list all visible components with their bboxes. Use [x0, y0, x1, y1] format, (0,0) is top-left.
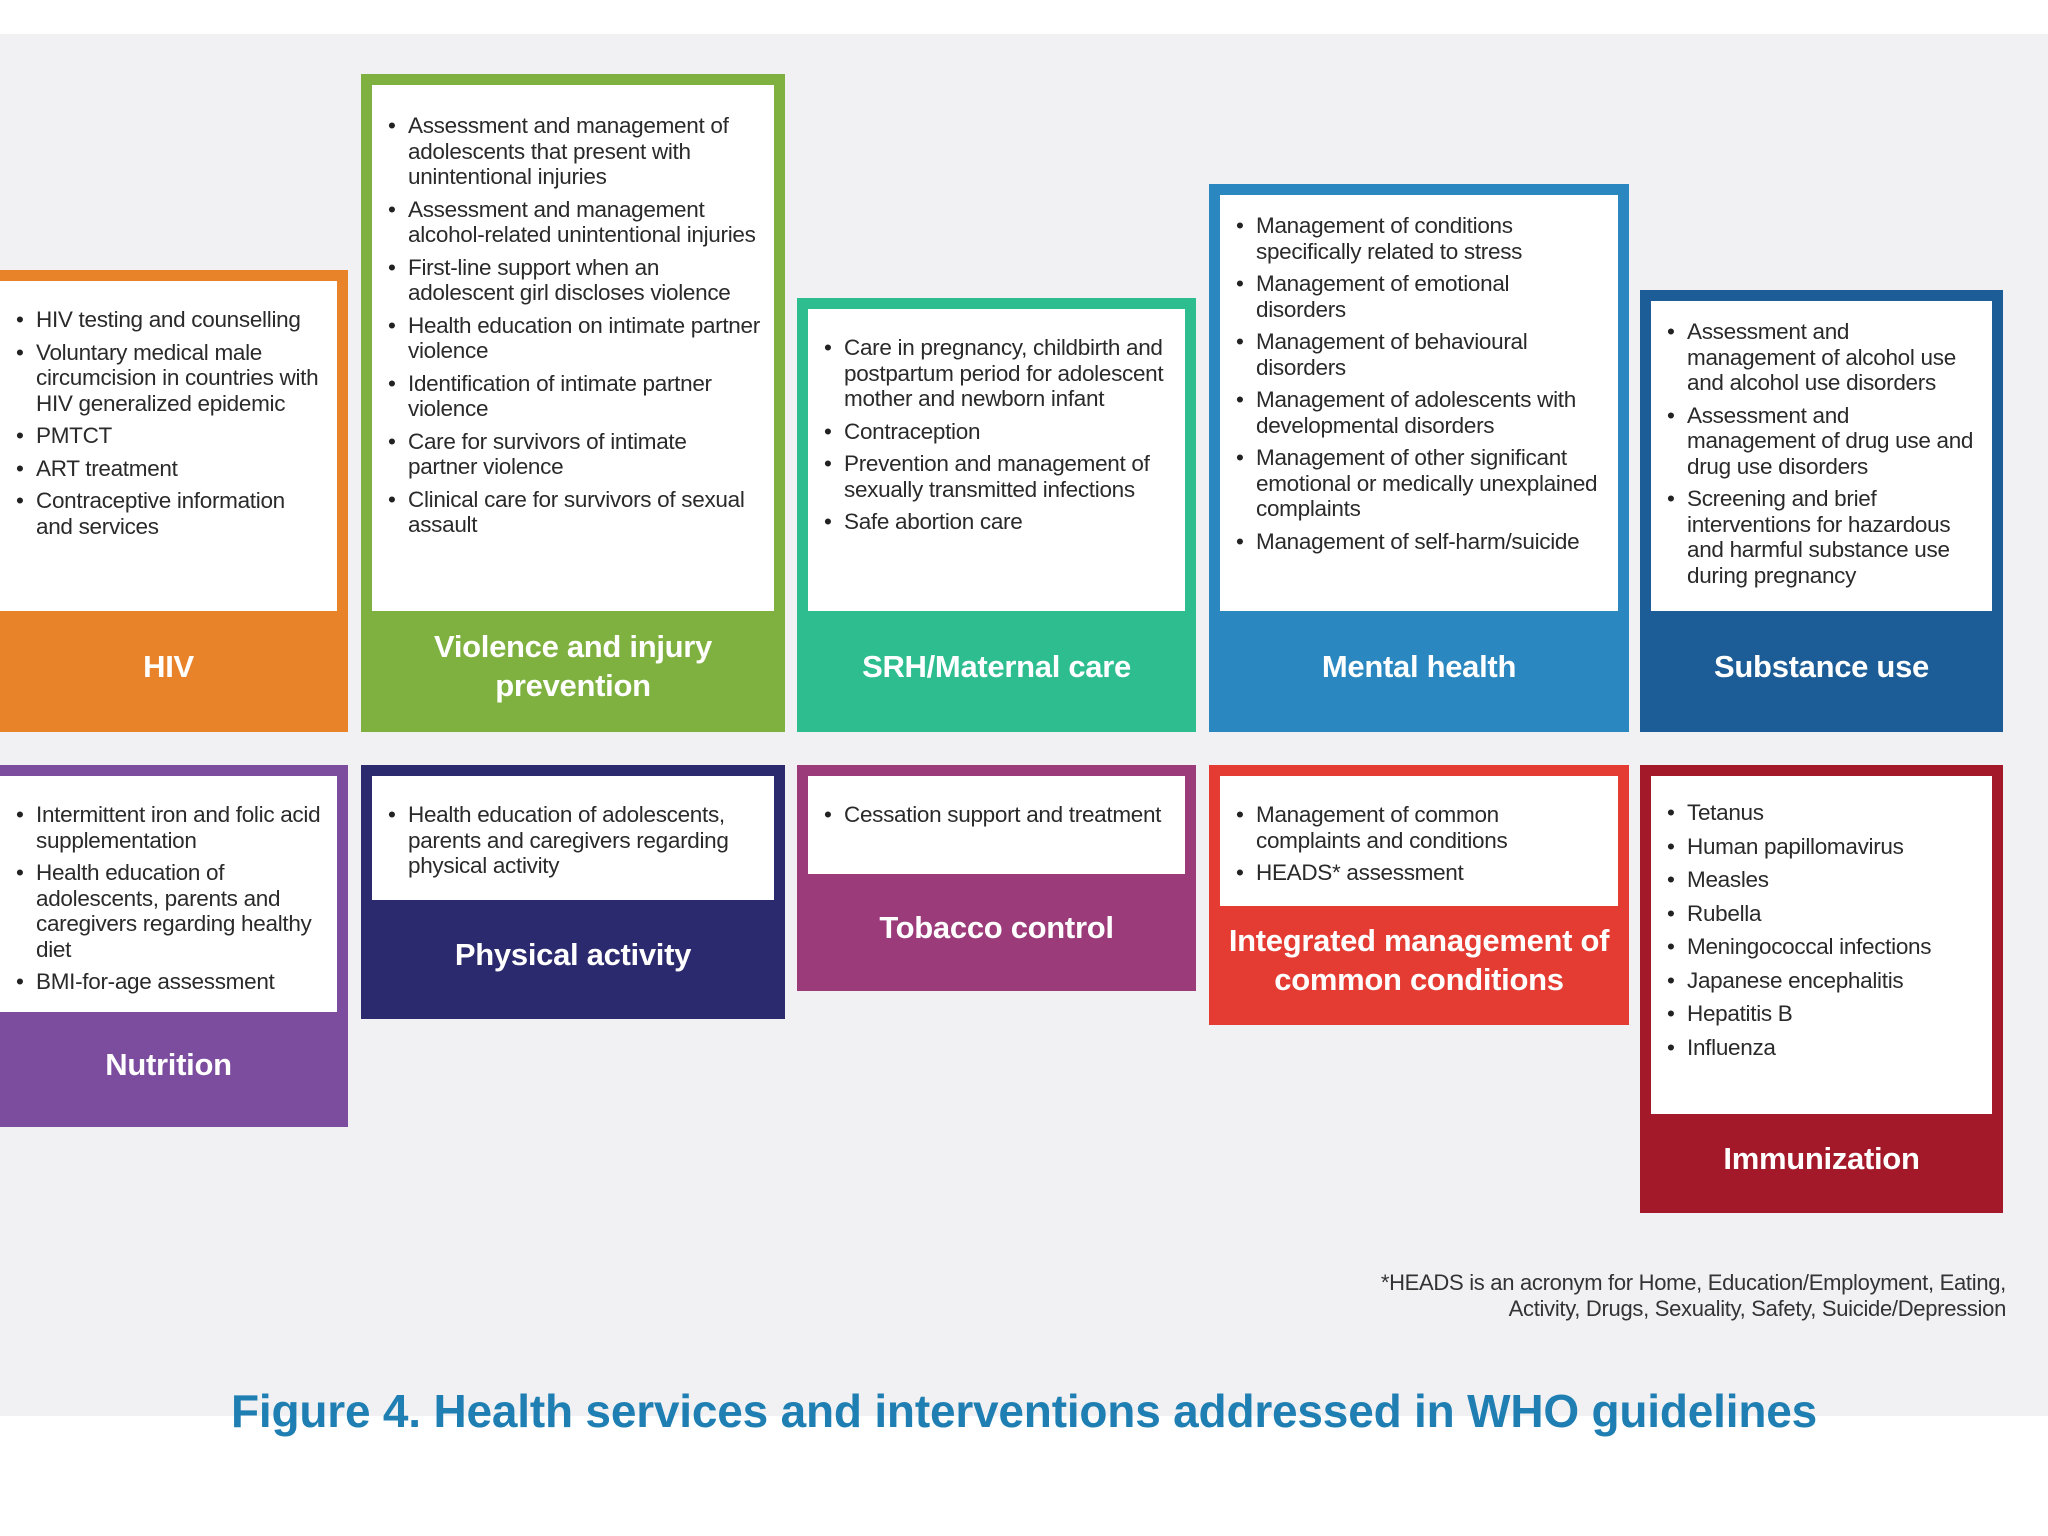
card-immunization-body: [1651, 776, 1992, 1114]
card-srh-list: [822, 335, 1171, 535]
card-hiv-body: [0, 281, 337, 611]
figure-canvas: [0, 34, 2048, 1437]
card-nutrition-label: Nutrition: [0, 1012, 337, 1118]
list-item: • Health education on intimate partner violence: [386, 313, 760, 364]
card-mental-label: Mental health: [1220, 611, 1618, 721]
card-nutrition-list: [14, 802, 323, 995]
card-substance-list: [1665, 319, 1978, 588]
list-item: • Care for survivors of intimate partner violence: [386, 429, 760, 480]
list-item: • Care in pregnancy, childbirth and postpartum period for adolescent mother and newborn infant: [822, 335, 1171, 412]
list-item: • Assessment and management alcohol-related unintentional injuries: [386, 197, 760, 248]
list-item: • Rubella: [1665, 901, 1978, 927]
list-item: • Management of conditions specifically related to stress: [1234, 213, 1604, 264]
card-srh-label: SRH/Maternal care: [808, 611, 1185, 721]
list-item: • PMTCT: [14, 423, 323, 449]
card-srh-body: [808, 309, 1185, 611]
card-integrated-list: [1234, 802, 1604, 886]
list-item: • Japanese encephalitis: [1665, 968, 1978, 994]
card-substance-label: Substance use: [1651, 611, 1992, 721]
card-mental-body: [1220, 195, 1618, 611]
card-substance-body: [1651, 301, 1992, 611]
card-violence-list: [386, 113, 760, 538]
list-item: • Management of self-harm/suicide: [1234, 529, 1604, 555]
list-item: • Voluntary medical male circumcision in countries with HIV generalized epidemic: [14, 340, 323, 417]
list-item: • Assessment and management of drug use and drug use disorders: [1665, 403, 1978, 480]
list-item: • Safe abortion care: [822, 509, 1171, 535]
list-item: • Prevention and management of sexually transmitted infections: [822, 451, 1171, 502]
list-item: • Cessation support and treatment: [822, 802, 1171, 828]
card-integrated-management: [1209, 765, 1629, 1025]
card-substance-use: [1640, 290, 2003, 732]
list-item: • Screening and brief interventions for hazardous and harmful substance use during pregnancy: [1665, 486, 1978, 588]
card-immunization: [1640, 765, 2003, 1213]
list-item: • Measles: [1665, 867, 1978, 893]
card-tobacco-label: Tobacco control: [808, 874, 1185, 980]
list-item: • ART treatment: [14, 456, 323, 482]
card-nutrition: [0, 765, 348, 1127]
list-item: • BMI-for-age assessment: [14, 969, 323, 995]
card-integrated-label: Integrated management of common conditions: [1220, 906, 1618, 1014]
card-srh: [797, 298, 1196, 732]
card-hiv-label: HIV: [0, 611, 337, 721]
list-item: • Assessment and management of adolescents that present with unintentional injuries: [386, 113, 760, 190]
list-item: • Contraceptive information and services: [14, 488, 323, 539]
card-violence: [361, 74, 785, 732]
card-physical-activity: [361, 765, 785, 1019]
card-immunization-list: [1665, 800, 1978, 1060]
card-integrated-body: [1220, 776, 1618, 906]
card-violence-label: Violence and injury prevention: [372, 611, 774, 721]
list-item: • Influenza: [1665, 1035, 1978, 1061]
list-item: • Health education of adolescents, parents and caregivers regarding physical activity: [386, 802, 760, 879]
list-item: • Identification of intimate partner violence: [386, 371, 760, 422]
footnote-line-2: Activity, Drugs, Sexuality, Safety, Suicide/Depression: [1508, 1296, 2006, 1321]
card-physical-list: [386, 802, 760, 879]
list-item: • Assessment and management of alcohol use and alcohol use disorders: [1665, 319, 1978, 396]
list-item: • Contraception: [822, 419, 1171, 445]
card-physical-label: Physical activity: [372, 900, 774, 1008]
list-item: • Management of adolescents with developmental disorders: [1234, 387, 1604, 438]
list-item: • Intermittent iron and folic acid supplementation: [14, 802, 323, 853]
list-item: • Management of behavioural disorders: [1234, 329, 1604, 380]
list-item: • HEADS* assessment: [1234, 860, 1604, 886]
list-item: • Management of common complaints and conditions: [1234, 802, 1604, 853]
list-item: • Tetanus: [1665, 800, 1978, 826]
list-item: • Meningococcal infections: [1665, 934, 1978, 960]
card-immunization-label: Immunization: [1651, 1114, 1992, 1202]
card-tobacco-body: [808, 776, 1185, 874]
list-item: • Management of other significant emotional or medically unexplained complaints: [1234, 445, 1604, 522]
list-item: • First-line support when an adolescent girl discloses violence: [386, 255, 760, 306]
list-item: • Management of emotional disorders: [1234, 271, 1604, 322]
footnote-line-1: *HEADS is an acronym for Home, Education/Employment, Eating,: [1380, 1270, 2006, 1295]
list-item: • Human papillomavirus: [1665, 834, 1978, 860]
list-item: • Hepatitis B: [1665, 1001, 1978, 1027]
card-tobacco-control: [797, 765, 1196, 991]
card-physical-body: [372, 776, 774, 900]
card-tobacco-list: [822, 802, 1171, 828]
list-item: • Clinical care for survivors of sexual assault: [386, 487, 760, 538]
list-item: • HIV testing and counselling: [14, 307, 323, 333]
card-mental-health: [1209, 184, 1629, 732]
figure-caption: Figure 4. Health services and interventions addressed in WHO guidelines: [230, 1385, 1817, 1437]
card-violence-body: [372, 85, 774, 611]
list-item: • Health education of adolescents, parents and caregivers regarding healthy diet: [14, 860, 323, 962]
card-mental-list: [1234, 213, 1604, 554]
card-hiv: [0, 270, 348, 732]
card-nutrition-body: [0, 776, 337, 1012]
footnote: [1246, 1270, 2006, 1322]
card-hiv-list: [14, 307, 323, 539]
